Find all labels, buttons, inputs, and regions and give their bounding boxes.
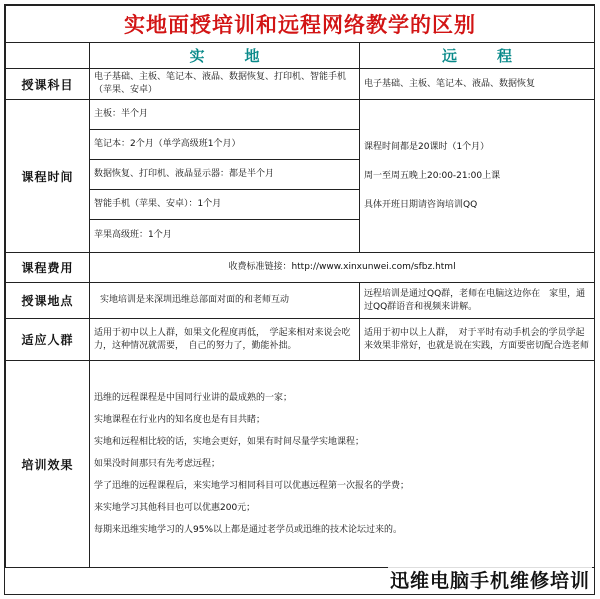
row-label-audience: 适应人群 <box>6 319 90 361</box>
row-label-effect: 培训效果 <box>6 361 90 568</box>
row-label-fees: 课程费用 <box>6 253 90 283</box>
duration-item: 苹果高级班：1个月 <box>94 229 172 240</box>
title-cell <box>6 6 595 43</box>
location-remote: 远程培训是通过QQ群，老师在电脑这边你在 家里，通过QQ群语音和视频来讲解。 <box>360 283 595 319</box>
duration-remote-item: 课程时间都是20课时（1个月） <box>364 141 490 152</box>
effect-line: 实地课程在行业内的知名度也是有目共睹； <box>94 414 266 425</box>
page-title: 实地面授培训和远程网络教学的区别 <box>124 12 477 37</box>
header-remote: 远程 <box>360 43 595 69</box>
duration-remote-item: 具体开班日期请咨询培训QQ <box>364 199 478 210</box>
effect-line: 每期来迅维实地学习的人95%以上都是通过老学员或迅维的技术论坛过来的。 <box>94 524 403 535</box>
location-onsite: 实地培训是来深圳迅维总部面对面的和老师互动 <box>90 283 360 319</box>
corner-cell <box>6 43 90 69</box>
audience-onsite: 适用于初中以上人群，如果文化程度再低， 学起来相对来说会吃力，这种情况就需要， 自己的努力了，勤能补拙。 <box>90 319 360 361</box>
effect-line: 实地和远程相比较的话，实地会更好，如果有时间尽量学实地课程； <box>94 436 365 447</box>
audience-remote: 适用于初中以上人群， 对于平时有动手机会的学员学起来效果非常好，也就是说在实践，方面要密切配合选老师 <box>360 319 595 361</box>
effect-line: 学了迅维的远程课程后，来实地学习相同科目可以优惠远程第一次报名的学费； <box>94 480 410 491</box>
effect-content <box>90 361 595 568</box>
fees-link[interactable]: 收费标准链接：http://www.xinxunwei.com/sfbz.html <box>90 253 595 283</box>
duration-remote <box>360 100 595 253</box>
duration-item: 笔记本：2个月（单学高级班1个月） <box>90 130 359 160</box>
subjects-remote: 电子基础、主板、笔记本、液晶、数据恢复 <box>360 69 595 100</box>
row-label-duration: 课程时间 <box>6 100 90 253</box>
duration-item: 数据恢复、打印机、液晶显示器：都是半个月 <box>90 160 359 190</box>
effect-line: 来实地学习其他科目也可以优惠200元； <box>94 502 256 513</box>
row-label-location: 授课地点 <box>6 283 90 319</box>
duration-item: 智能手机（苹果、安卓）：1个月 <box>90 190 359 220</box>
brand-watermark: 迅维电脑手机维修培训 <box>388 566 592 593</box>
row-label-subjects: 授课科目 <box>6 69 90 100</box>
duration-item: 主板：半个月 <box>90 100 359 130</box>
duration-onsite <box>90 100 360 253</box>
effect-line: 如果没时间那只有先考虑远程； <box>94 458 221 469</box>
duration-remote-item: 周一至周五晚上20:00-21:00上课 <box>364 170 501 181</box>
header-onsite: 实地 <box>90 43 360 69</box>
effect-line: 迅维的远程课程是中国同行业讲的最成熟的一家； <box>94 392 293 403</box>
subjects-onsite: 电子基础、主板、笔记本、液晶、数据恢复、打印机、智能手机（苹果、安卓） <box>90 69 360 100</box>
comparison-sheet <box>4 4 595 595</box>
comparison-table <box>5 5 595 568</box>
